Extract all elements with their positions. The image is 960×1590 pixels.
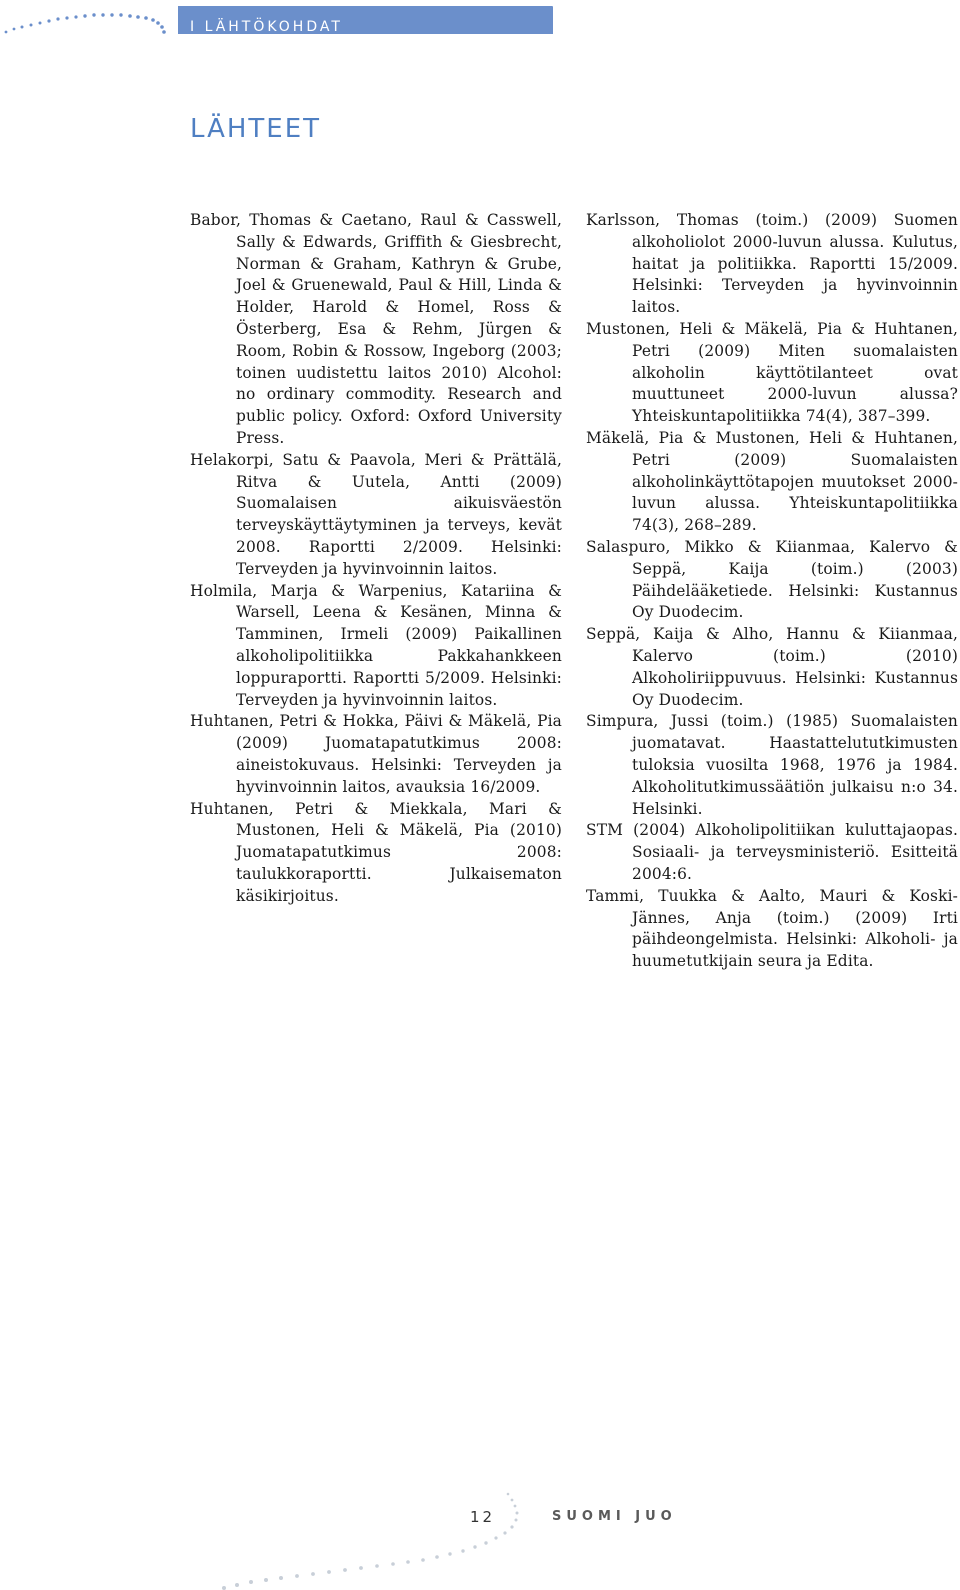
- reference-entry: Mäkelä, Pia & Mustonen, Heli & Huhtanen, Petri (2009) Suomalaisten alkoholinkäyttötapojen muutokset 2000-luvun alussa. Yhteiskuntapolitiikka 74(3), 268–289.: [586, 428, 958, 535]
- footer-dot-graphic: [0, 1490, 960, 1590]
- reference-entry: Huhtanen, Petri & Hokka, Päivi & Mäkelä, Pia (2009) Juomatapatutkimus 2008: aineistokuvaus. Helsinki: Terveyden ja hyvinvoinnin laitos, avauksia 16/2009.: [190, 712, 562, 796]
- references-right-column: [586, 210, 958, 973]
- reference-entry: Simpura, Jussi (toim.) (1985) Suomalaisten juomatavat. Haastattelututkimusten tuloksia vuosilta 1968, 1976 ja 1984. Alkoholitutkimussäätiön julkaisu n:o 34. Helsinki.: [586, 712, 958, 818]
- section-label: I LÄHTÖKOHDAT: [190, 19, 343, 35]
- reference-entry: Mustonen, Heli & Mäkelä, Pia & Huhtanen, Petri (2009) Miten suomalaisten alkoholin käyttötilanteet ovat muuttuneet 2000-luvun alussa? Yhteiskuntapolitiikka 74(4), 387–399.: [586, 319, 958, 426]
- reference-entry: Holmila, Marja & Warpenius, Katariina & Warsell, Leena & Kesänen, Minna & Tamminen, Irmeli (2009) Paikallinen alkoholipolitiikka Pakkahankkeen loppuraportti. Raportti 5/2009. Helsinki: Terveyden ja hyvinvoinnin laitos.: [190, 581, 562, 709]
- references-left-column: [190, 210, 562, 908]
- section-header-band: [0, 6, 560, 34]
- reference-entry: STM (2004) Alkoholipolitiikan kuluttajaopas. Sosiaali- ja terveysministeriö. Esitteitä 2004:6.: [586, 821, 958, 883]
- reference-entry: Tammi, Tuukka & Aalto, Mauri & Koski-Jännes, Anja (toim.) (2009) Irti päihdeongelmista. Helsinki: Alkoholi- ja huumetutkijain seura ja Edita.: [586, 886, 958, 971]
- page-title: LÄHTEET: [190, 114, 322, 144]
- reference-entry: Salaspuro, Mikko & Kiianmaa, Kalervo & Seppä, Kaija (toim.) (2003) Päihdelääketiede. Helsinki: Kustannus Oy Duodecim.: [586, 537, 958, 622]
- page-footer: [0, 1490, 960, 1590]
- reference-entry: Babor, Thomas & Caetano, Raul & Casswell, Sally & Edwards, Griffith & Giesbrecht, Norman & Graham, Kathryn & Grube, Joel & Gruenewald, Paul & Hill, Linda & Holder, Harold & Homel, Ross & Österberg, Esa & Rehm, Jürgen & Room, Robin & Rossow, Ingeborg (2003; toinen uudistettu laitos 2010) Alcohol: no ordinary commodity. Research and public policy. Oxford: Oxford University Press.: [190, 211, 562, 447]
- page-number: 12: [470, 1508, 496, 1526]
- reference-entry: Helakorpi, Satu & Paavola, Meri & Prättälä, Ritva & Uutela, Antti (2009) Suomalaisen aikuisväestön terveyskäyttäytyminen ja terveys, kevät 2008. Raportti 2/2009. Helsinki: Terveyden ja hyvinvoinnin laitos.: [190, 450, 562, 578]
- reference-entry: Karlsson, Thomas (toim.) (2009) Suomen alkoholiolot 2000-luvun alussa. Kulutus, haitat ja politiikka. Raportti 15/2009. Helsinki: Terveyden ja hyvinvoinnin laitos.: [586, 211, 958, 317]
- reference-entry: Huhtanen, Petri & Miekkala, Mari & Mustonen, Heli & Mäkelä, Pia (2010) Juomatapatutkimus 2008: taulukkoraportti. Julkaisematon käsikirjoitus.: [190, 799, 562, 905]
- publication-name: SUOMI JUO: [552, 1509, 677, 1524]
- reference-entry: Seppä, Kaija & Alho, Hannu & Kiianmaa, Kalervo (toim.) (2010) Alkoholiriippuvuus. Helsinki: Kustannus Oy Duodecim.: [586, 625, 958, 709]
